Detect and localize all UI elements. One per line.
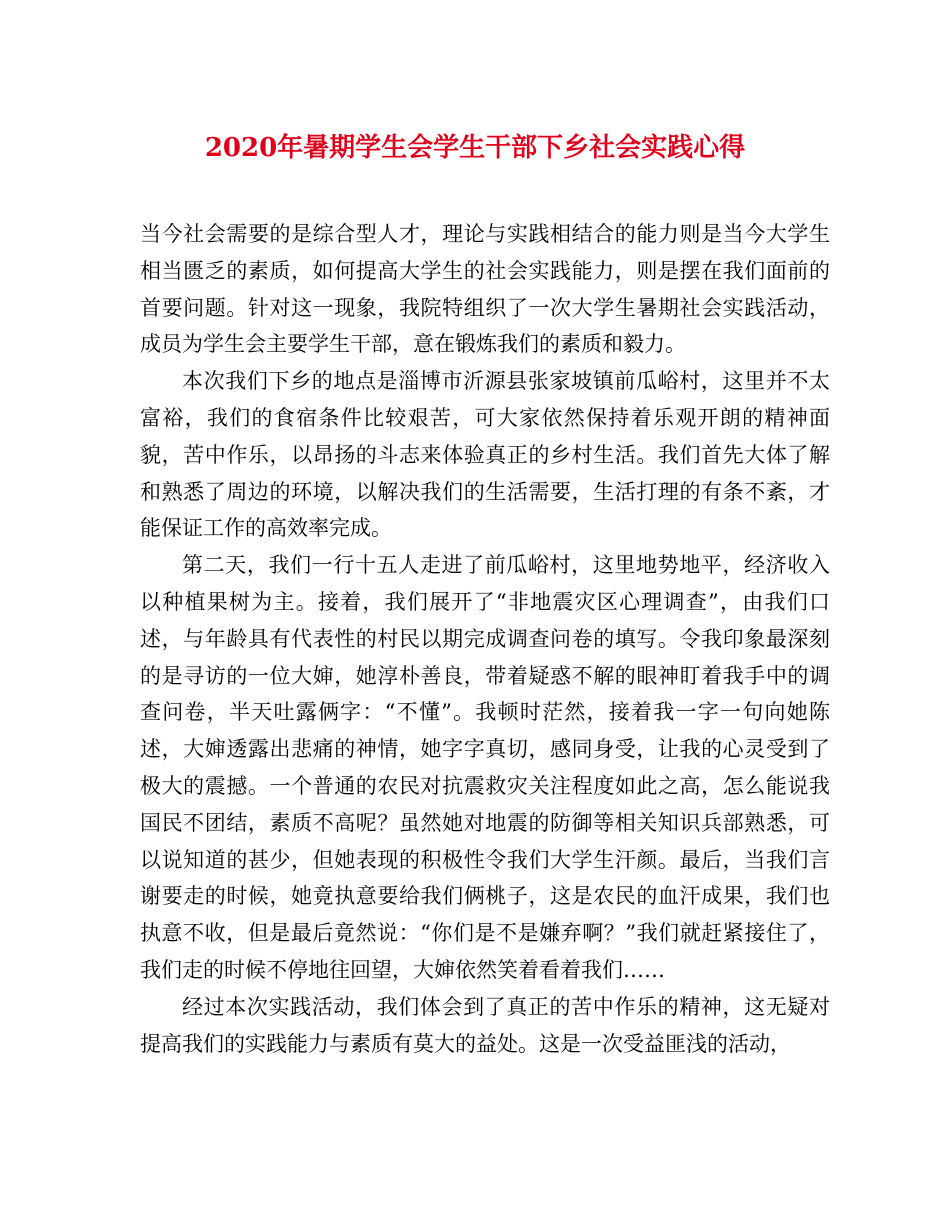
paragraph-1: 当今社会需要的是综合型人才，理论与实践相结合的能力则是当今大学生相当匮乏的素质，如何提高大学生的社会实践能力，则是摆在我们面前的首要问题。针对这一现象，我院特组织了一次大学生暑期社会实践活动，成员为学生会主要学生干部，意在锻炼我们的素质和毅力。 bbox=[140, 222, 830, 357]
document-title: 2020年暑期学生会学生干部下乡社会实践心得 bbox=[204, 133, 746, 163]
paragraph-3: 第二天，我们一行十五人走进了前瓜峪村，这里地势地平，经济收入以种植果树为主。接着，我们展开了“非地震灾区心理调查”，由我们口述，与年龄具有代表性的村民以期完成调查问卷的填写。令我印象最深刻的是寻访的一位大婶，她淳朴善良，带着疑惑不解的眼神盯着我手中的调查问卷，半天吐露俩字：“不懂”。我顿时茫然，接着我一字一句向她陈述，大婶透露出悲痛的神情，她字字真切，感同身受，让我的心灵受到了极大的震撼。一个普通的农民对抗震救灾关注程度如此之高，怎么能说我国民不团结，素质不高呢？虽然她对地震的防御等相关知识兵部熟悉，可以说知道的甚少，但她表现的积极性令我们大学生汗颜。最后，当我们言谢要走的时候，她竟执意要给我们俩桃子，这是农民的血汗成果，我们也执意不收，但是最后竟然说：“你们是不是嫌弃啊？”我们就赶紧接住了，我们走的时候不停地往回望，大婶依然笑着看着我们…… bbox=[140, 553, 830, 982]
document-body bbox=[140, 216, 830, 1062]
paragraph-4: 经过本次实践活动，我们体会到了真正的苦中作乐的精神，这无疑对提高我们的实践能力与素质有莫大的益处。这是一次受益匪浅的活动， bbox=[140, 994, 830, 1056]
paragraph-2: 本次我们下乡的地点是淄博市沂源县张家坡镇前瓜峪村，这里并不太富裕，我们的食宿条件比较艰苦，可大家依然保持着乐观开朗的精神面貌，苦中作乐，以昂扬的斗志来体验真正的乡村生活。我们首先大体了解和熟悉了周边的环境，以解决我们的生活需要，生活打理的有条不紊，才能保证工作的高效率完成。 bbox=[140, 369, 830, 541]
